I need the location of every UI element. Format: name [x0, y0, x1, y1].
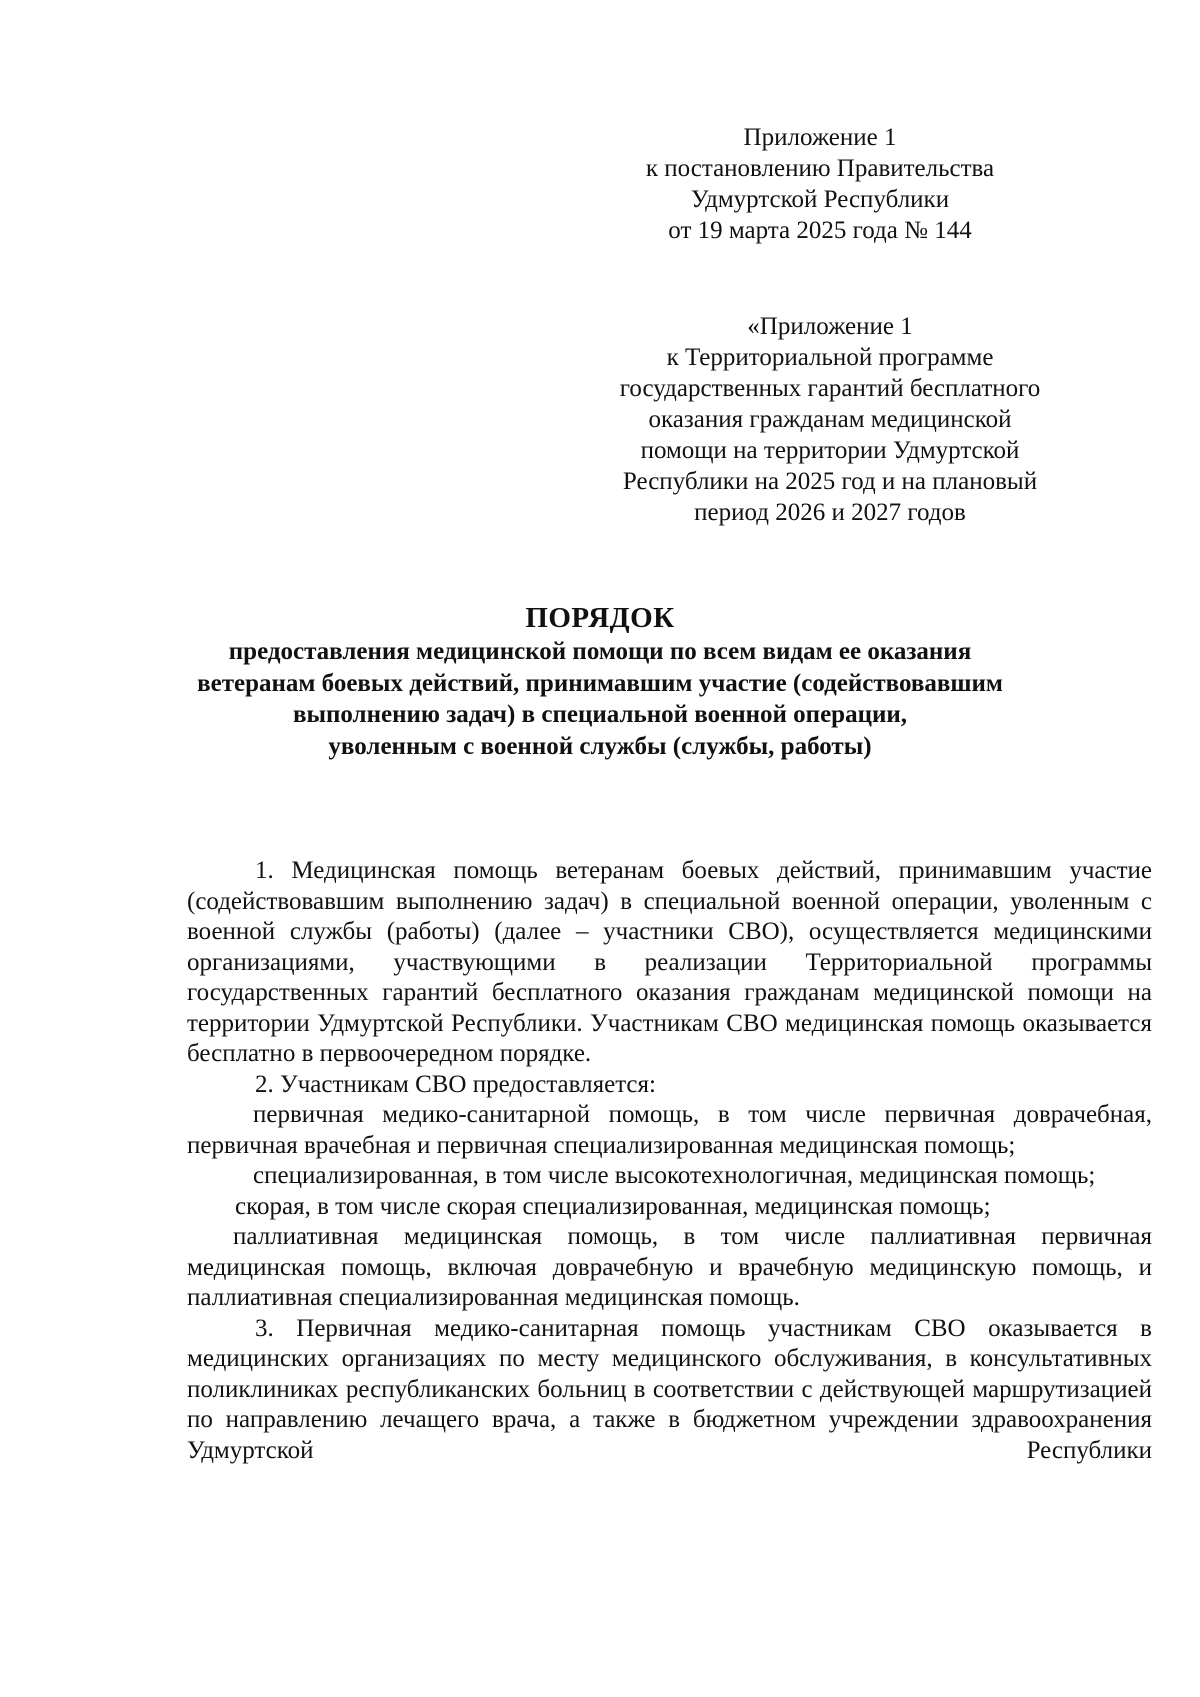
subtitle-line: уволенным с военной службы (службы, работы) — [328, 732, 872, 760]
paragraph-4: специализированная, в том числе высокотехнологичная, медицинская помощь; — [253, 1162, 1096, 1189]
annex-header-line: к постановлению Правительства — [645, 155, 995, 182]
annex-header-line: Приложение 1 — [743, 124, 897, 151]
annex-header-line: от 19 марта 2025 года № 144 — [668, 217, 972, 244]
paragraph-6: паллиативная медицинская помощь, в том числе паллиативная первичная медицинская помощь, включая доврачебную и врачебную медицинскую помощь, и паллиативная специализированная медицинская помощь. — [187, 1223, 1152, 1311]
document-title-block — [150, 600, 1050, 762]
document-body — [187, 856, 1152, 1466]
subtitle-line: предоставления медицинской помощи по всем видам ее оказания — [228, 638, 972, 665]
document-subtitle — [150, 636, 1050, 762]
annex-header-line: к Территориальной программе — [666, 344, 994, 371]
annex-header-resolution — [620, 122, 1020, 246]
annex-header-line: помощи на территории Удмуртской — [640, 437, 1020, 464]
paragraph-7: 3. Первичная медико-санитарная помощь участникам СВО оказывается в медицинских организациях по месту медицинского обслуживания, в консультативных поликлиниках республиканских больниц в соответствии с действующей маршрутизацией по направлению лечащего врача, а также в бюджетном учреждении здравоохранения Удмуртской Республики — [187, 1314, 1152, 1464]
annex-header-program — [600, 311, 1060, 528]
annex-header-line: оказания гражданам медицинской — [648, 406, 1012, 433]
paragraph-3: первичная медико-санитарной помощь, в том числе первичная доврачебная, первичная врачебная и первичная специализированная медицинская помощь; — [187, 1101, 1152, 1159]
subtitle-line: ветеранам боевых действий, принимавшим участие (содействовавшим — [197, 669, 1003, 697]
paragraph-5: скорая, в том числе скорая специализированная, медицинская помощь; — [235, 1192, 991, 1220]
annex-header-line: Удмуртской Республики — [690, 186, 950, 213]
annex-header-line: «Приложение 1 — [747, 313, 913, 340]
annex-header-line: Республики на 2025 год и на плановый — [622, 468, 1038, 495]
annex-header-line: государственных гарантий бесплатного — [619, 375, 1041, 402]
paragraph-2: 2. Участникам СВО предоставляется: — [255, 1070, 656, 1098]
annex-header-line: период 2026 и 2027 годов — [694, 499, 966, 526]
subtitle-line: выполнению задач) в специальной военной операции, — [292, 701, 908, 728]
paragraph-1: 1. Медицинская помощь ветеранам боевых действий, принимавшим участие (содействовавшим выполнению задач) в специальной военной операции, уволенным с военной службы (работы) (далее – участники СВО), осуществляется медицинскими организациями, участвующими в реализации Территориальной программы государственных гарантий бесплатного оказания гражданам медицинской помощи на территории Удмуртской Республики. Участникам СВО медицинская помощь оказывается бесплатно в первоочередном порядке. — [187, 857, 1152, 1067]
document-title: ПОРЯДОК — [525, 602, 675, 634]
